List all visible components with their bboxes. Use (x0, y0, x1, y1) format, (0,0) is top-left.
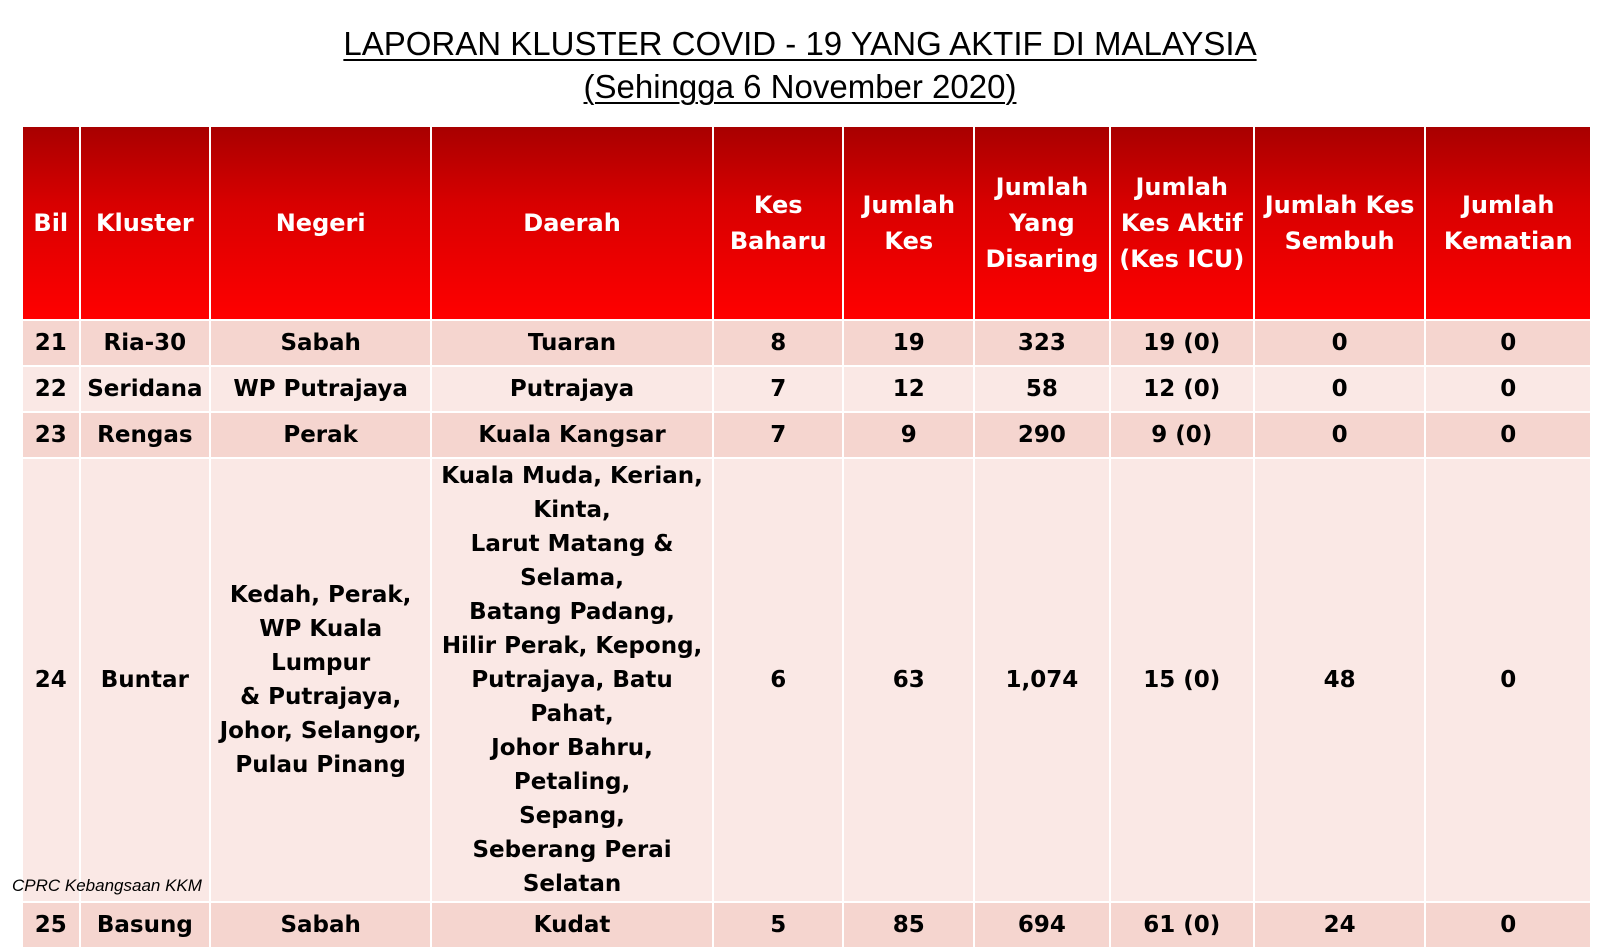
table-row (22, 320, 1591, 366)
cell-kes-baharu: 6 (713, 458, 844, 902)
cell-jumlah-sembuh: 24 (1254, 902, 1426, 948)
cell-kluster: Ria-30 (80, 320, 211, 366)
cell-jumlah-kematian: 0 (1425, 458, 1591, 902)
table-row (22, 458, 1591, 902)
cell-jumlah-aktif: 19 (0) (1110, 320, 1254, 366)
cell-jumlah-disaring: 323 (974, 320, 1110, 366)
header-jumlah-aktif: Jumlah Kes Aktif (Kes ICU) (1110, 126, 1254, 320)
header-kluster: Kluster (80, 126, 211, 320)
cell-jumlah-disaring: 290 (974, 412, 1110, 458)
cell-kluster: Seridana (80, 366, 211, 412)
cell-jumlah-kes: 9 (843, 412, 974, 458)
source-footnote: CPRC Kebangsaan KKM (12, 876, 202, 895)
cell-daerah: Kudat (431, 902, 713, 948)
cell-jumlah-sembuh: 48 (1254, 458, 1426, 902)
header-jumlah-sembuh: Jumlah Kes Sembuh (1254, 126, 1426, 320)
cell-daerah: Putrajaya (431, 366, 713, 412)
cell-kluster: Buntar (80, 458, 211, 902)
header-bil: Bil (22, 126, 80, 320)
title-main: LAPORAN KLUSTER COVID - 19 YANG AKTIF DI MALAYSIA (343, 25, 1257, 62)
cell-kluster: Rengas (80, 412, 211, 458)
cell-jumlah-kes: 63 (843, 458, 974, 902)
cluster-table (21, 125, 1592, 949)
cell-jumlah-aktif: 15 (0) (1110, 458, 1254, 902)
header-negeri: Negeri (210, 126, 431, 320)
report-title (0, 22, 1600, 108)
cell-jumlah-sembuh: 0 (1254, 366, 1426, 412)
cell-kes-baharu: 7 (713, 412, 844, 458)
cell-bil: 21 (22, 320, 80, 366)
cell-kes-baharu: 5 (713, 902, 844, 948)
header-jumlah-kes: Jumlah Kes (843, 126, 974, 320)
cell-jumlah-kematian: 0 (1425, 320, 1591, 366)
cell-daerah: Tuaran (431, 320, 713, 366)
cell-jumlah-kematian: 0 (1425, 902, 1591, 948)
header-daerah: Daerah (431, 126, 713, 320)
cell-kluster: Basung (80, 902, 211, 948)
table-row (22, 366, 1591, 412)
cell-jumlah-disaring: 694 (974, 902, 1110, 948)
cell-jumlah-aktif: 12 (0) (1110, 366, 1254, 412)
cell-bil: 24 (22, 458, 80, 902)
table-row (22, 412, 1591, 458)
cell-negeri: Sabah (210, 902, 431, 948)
cell-kes-baharu: 7 (713, 366, 844, 412)
cell-daerah: Kuala Kangsar (431, 412, 713, 458)
cell-jumlah-disaring: 58 (974, 366, 1110, 412)
header-jumlah-kematian: Jumlah Kematian (1425, 126, 1591, 320)
cell-jumlah-kematian: 0 (1425, 412, 1591, 458)
cell-jumlah-kes: 12 (843, 366, 974, 412)
table-row (22, 902, 1591, 948)
cell-jumlah-disaring: 1,074 (974, 458, 1110, 902)
cell-jumlah-kes: 19 (843, 320, 974, 366)
cell-kes-baharu: 8 (713, 320, 844, 366)
cell-negeri: Kedah, Perak, WP Kuala Lumpur & Putrajaya, Johor, Selangor, Pulau Pinang (210, 458, 431, 902)
cell-jumlah-sembuh: 0 (1254, 320, 1426, 366)
cell-negeri: Sabah (210, 320, 431, 366)
cell-jumlah-kes: 85 (843, 902, 974, 948)
title-date: (Sehingga 6 November 2020) (583, 68, 1017, 105)
table-header-row (22, 126, 1591, 320)
cell-bil: 23 (22, 412, 80, 458)
cell-daerah: Kuala Muda, Kerian, Kinta, Larut Matang & Selama, Batang Padang, Hilir Perak, Kepong, Putrajaya, Batu Pahat, Johor Bahru, Petaling, Sepang, Seberang Perai Selatan (431, 458, 713, 902)
cell-jumlah-kematian: 0 (1425, 366, 1591, 412)
cell-bil: 22 (22, 366, 80, 412)
cell-jumlah-aktif: 61 (0) (1110, 902, 1254, 948)
header-jumlah-disaring: Jumlah Yang Disaring (974, 126, 1110, 320)
cell-jumlah-sembuh: 0 (1254, 412, 1426, 458)
cell-negeri: WP Putrajaya (210, 366, 431, 412)
cell-bil: 25 (22, 902, 80, 948)
header-kes-baharu: Kes Baharu (713, 126, 844, 320)
cell-jumlah-aktif: 9 (0) (1110, 412, 1254, 458)
cell-negeri: Perak (210, 412, 431, 458)
